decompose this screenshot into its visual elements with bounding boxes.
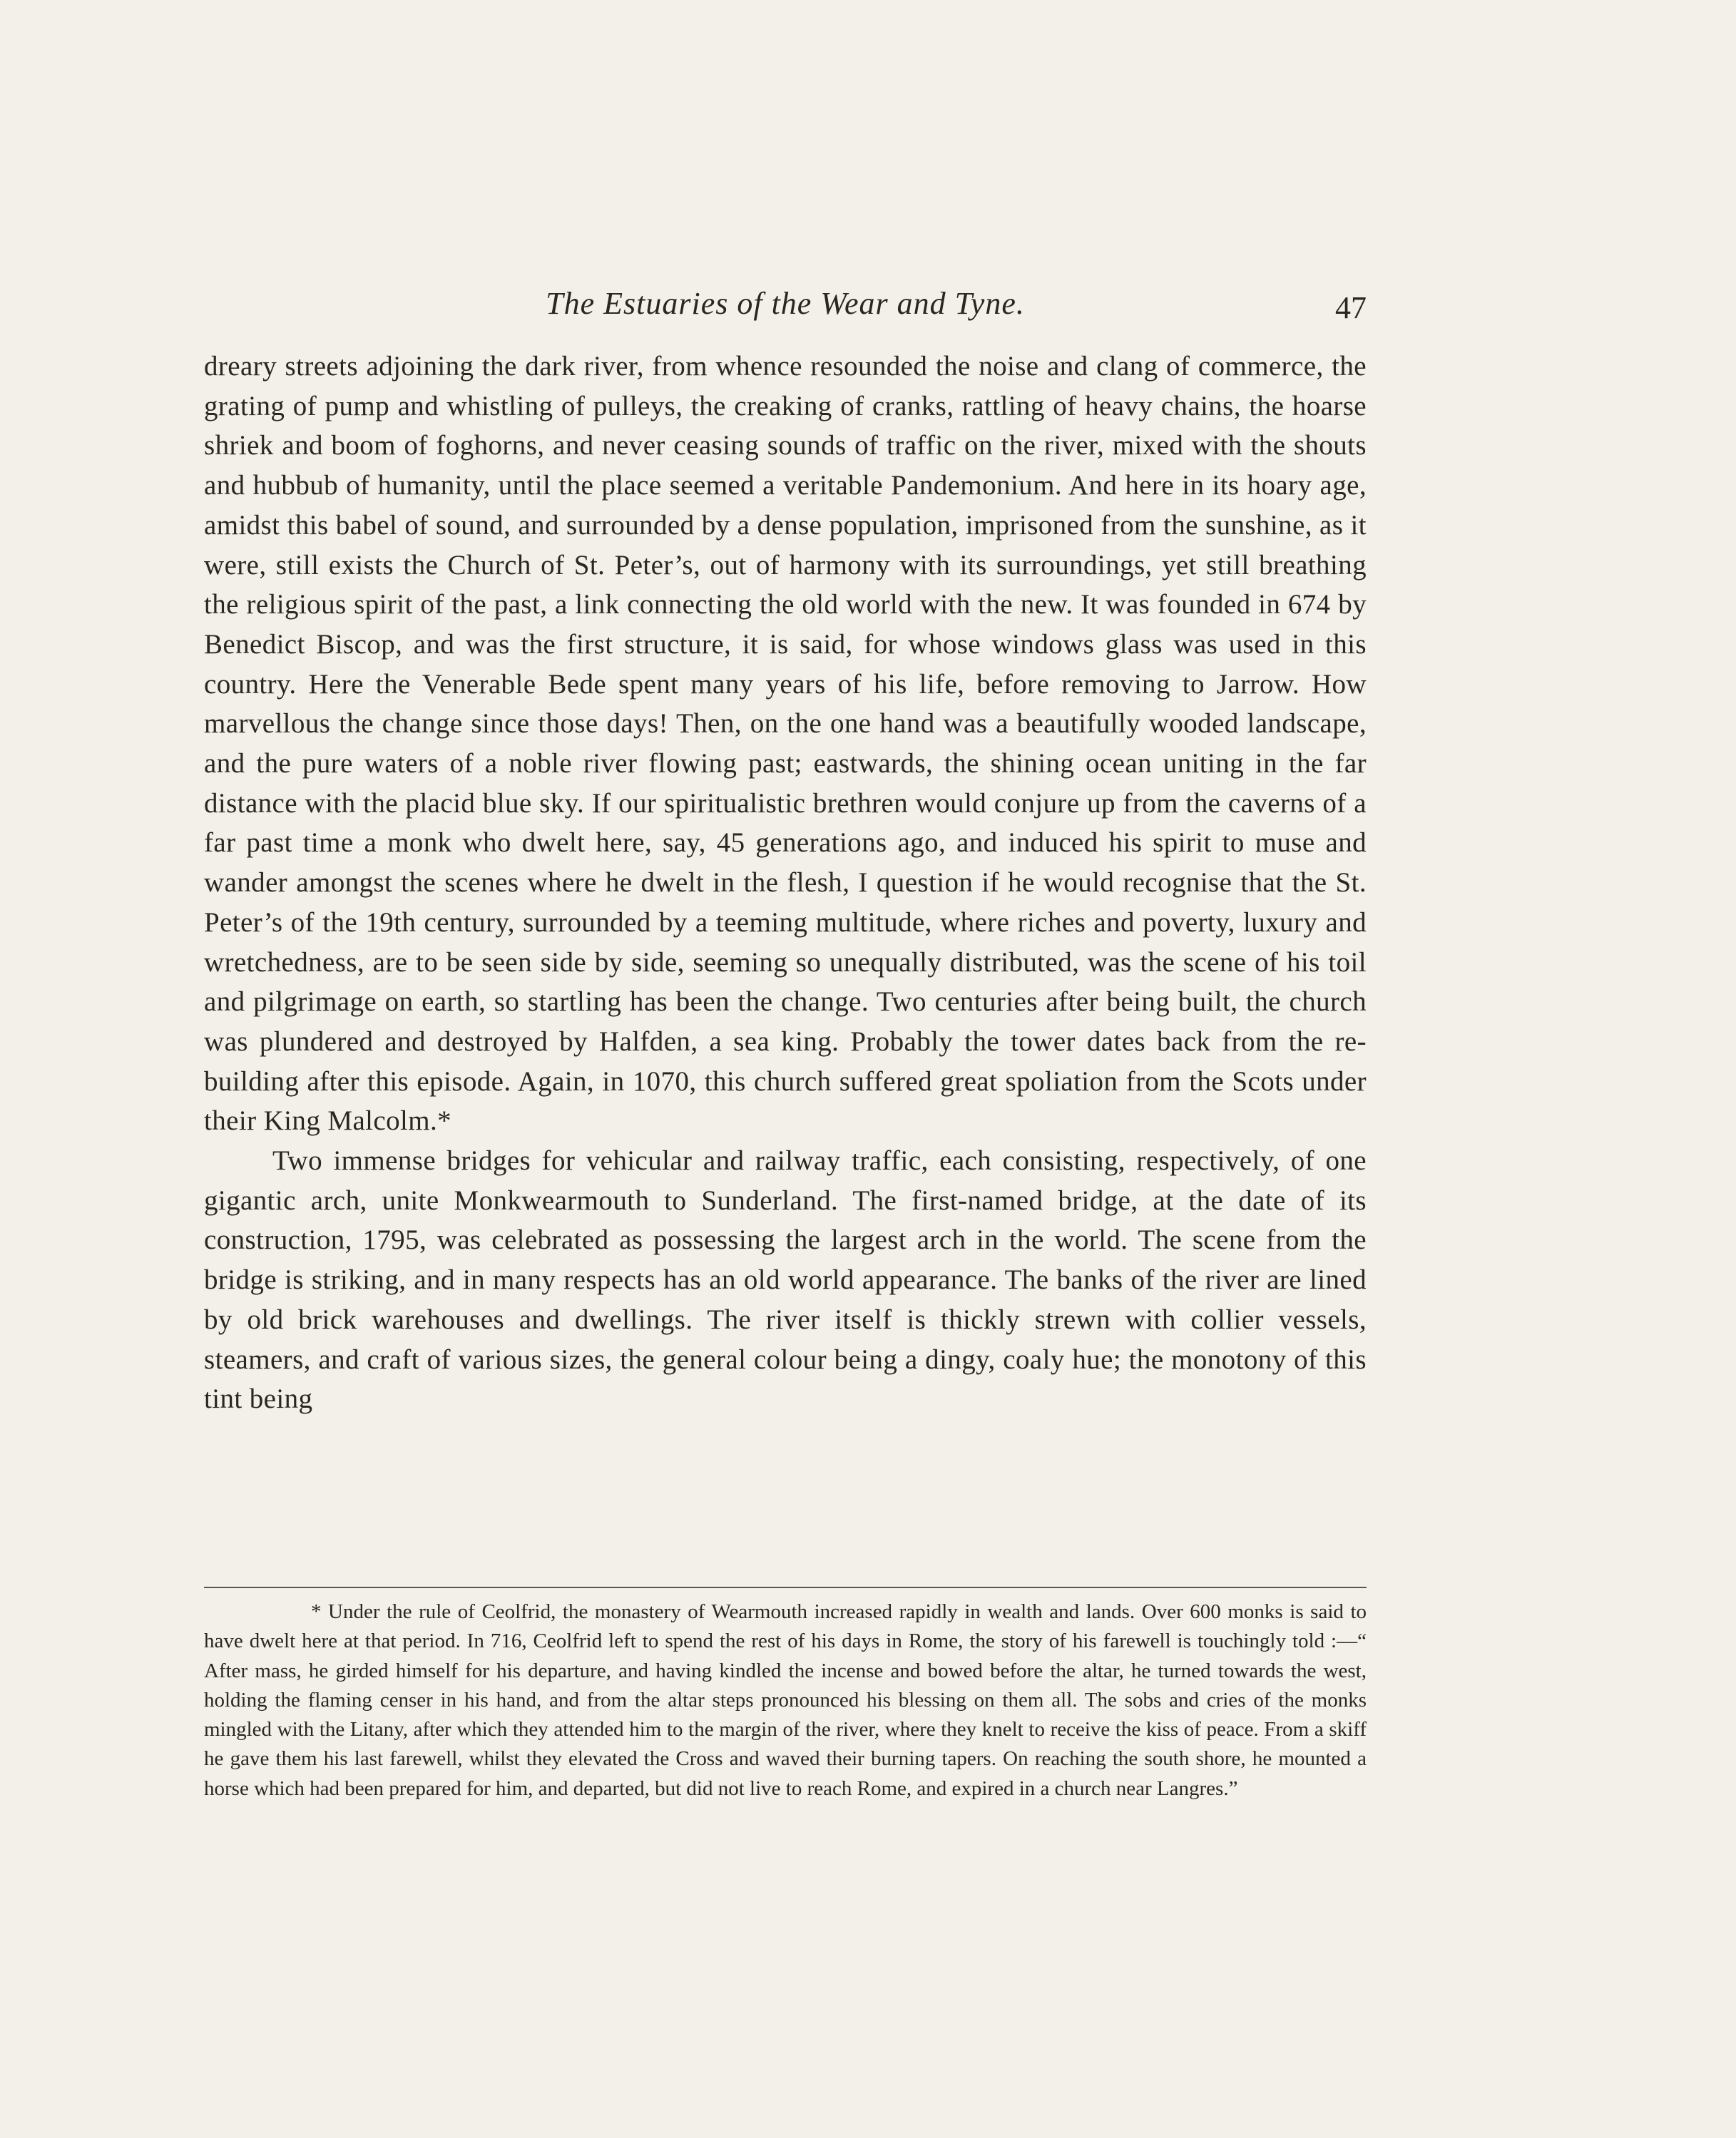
footnote-rule — [204, 1587, 1367, 1588]
paragraph-1: dreary streets adjoining the dark river, from whence resounded the noise and clang of commerce, the grating of pump and whistling of pulleys, the creaking of cranks, rattling of heavy chains, the hoarse shriek and boom of foghorns, and never ceasing sounds of traffic on the river, mixed with the shouts and hubbub of humanity, until the place seemed a veritable Pandemonium. And here in its hoary age, amidst this babel of sound, and surrounded by a dense population, imprisoned from the sunshine, as it were, still exists the Church of St. Peter’s, out of harmony with its surroundings, yet still breathing the religious spirit of the past, a link connecting the old world with the new. It was founded in 674 by Benedict Biscop, and was the first structure, it is said, for whose windows glass was used in this country. Here the Venerable Bede spent many years of his life, before removing to Jarrow. How marvellous the change since those days! Then, on the one hand was a beautifully wooded landscape, and the pure waters of a noble river flowing past; eastwards, the shining ocean uniting in the far distance with the placid blue sky. If our spiritualistic brethren would conjure up from the caverns of a far past time a monk who dwelt here, say, 45 generations ago, and induced his spirit to muse and wander amongst the scenes where he dwelt in the flesh, I question if he would recognise that the St. Peter’s of the 19th century, surrounded by a teeming multitude, where riches and poverty, luxury and wretchedness, are to be seen side by side, seeming so unequally distributed, was the scene of his toil and pilgrimage on earth, so startling has been the change. Two centuries after being built, the church was plundered and destroyed by Halfden, a sea king. Probably the tower dates back from the re-building after this episode. Again, in 1070, this church suffered great spoliation from the Scots under their King Malcolm.* — [204, 351, 1367, 1137]
footnote — [204, 1597, 1367, 1804]
running-title: The Estuaries of the Wear and Tyne. — [546, 286, 1025, 321]
body-text — [204, 347, 1367, 1419]
running-head — [204, 285, 1367, 335]
paragraph-2: Two immense bridges for vehicular and railway traffic, each consisting, respectively, of one gigantic arch, unite Monkwearmouth to Sunderland. The first-named bridge, at the date of its construction, 1795, was celebrated as possessing the largest arch in the world. The scene from the bridge is striking, and in many respects has an old world appearance. The banks of the river are lined by old brick warehouses and dwellings. The river itself is thickly strewn with collier vessels, steamers, and craft of various sizes, the general colour being a dingy, coaly hue; the monotony of this tint being — [204, 1145, 1367, 1415]
page-number: 47 — [1335, 290, 1367, 325]
footnote-text: * Under the rule of Ceolfrid, the monastery of Wearmouth increased rapidly in wealth and lands. Over 600 monks is said to have dwelt here at that period. In 716, Ceolfrid left to spend the rest of his days in Rome, the story of his farewell is touchingly told :—“ After mass, he girded himself for his departure, and having kindled the incense and bowed before the altar, he turned towards the west, holding the flaming censer in his hand, and from the altar steps pronounced his blessing on them all. The sobs and cries of the monks mingled with the Litany, after which they attended him to the margin of the river, where they knelt to receive the kiss of peace. From a skiff he gave them his last farewell, whilst they elevated the Cross and waved their burning tapers. On reaching the south shore, he mounted a horse which had been prepared for him, and departed, but did not live to reach Rome, and expired in a church near Langres.” — [204, 1600, 1367, 1800]
